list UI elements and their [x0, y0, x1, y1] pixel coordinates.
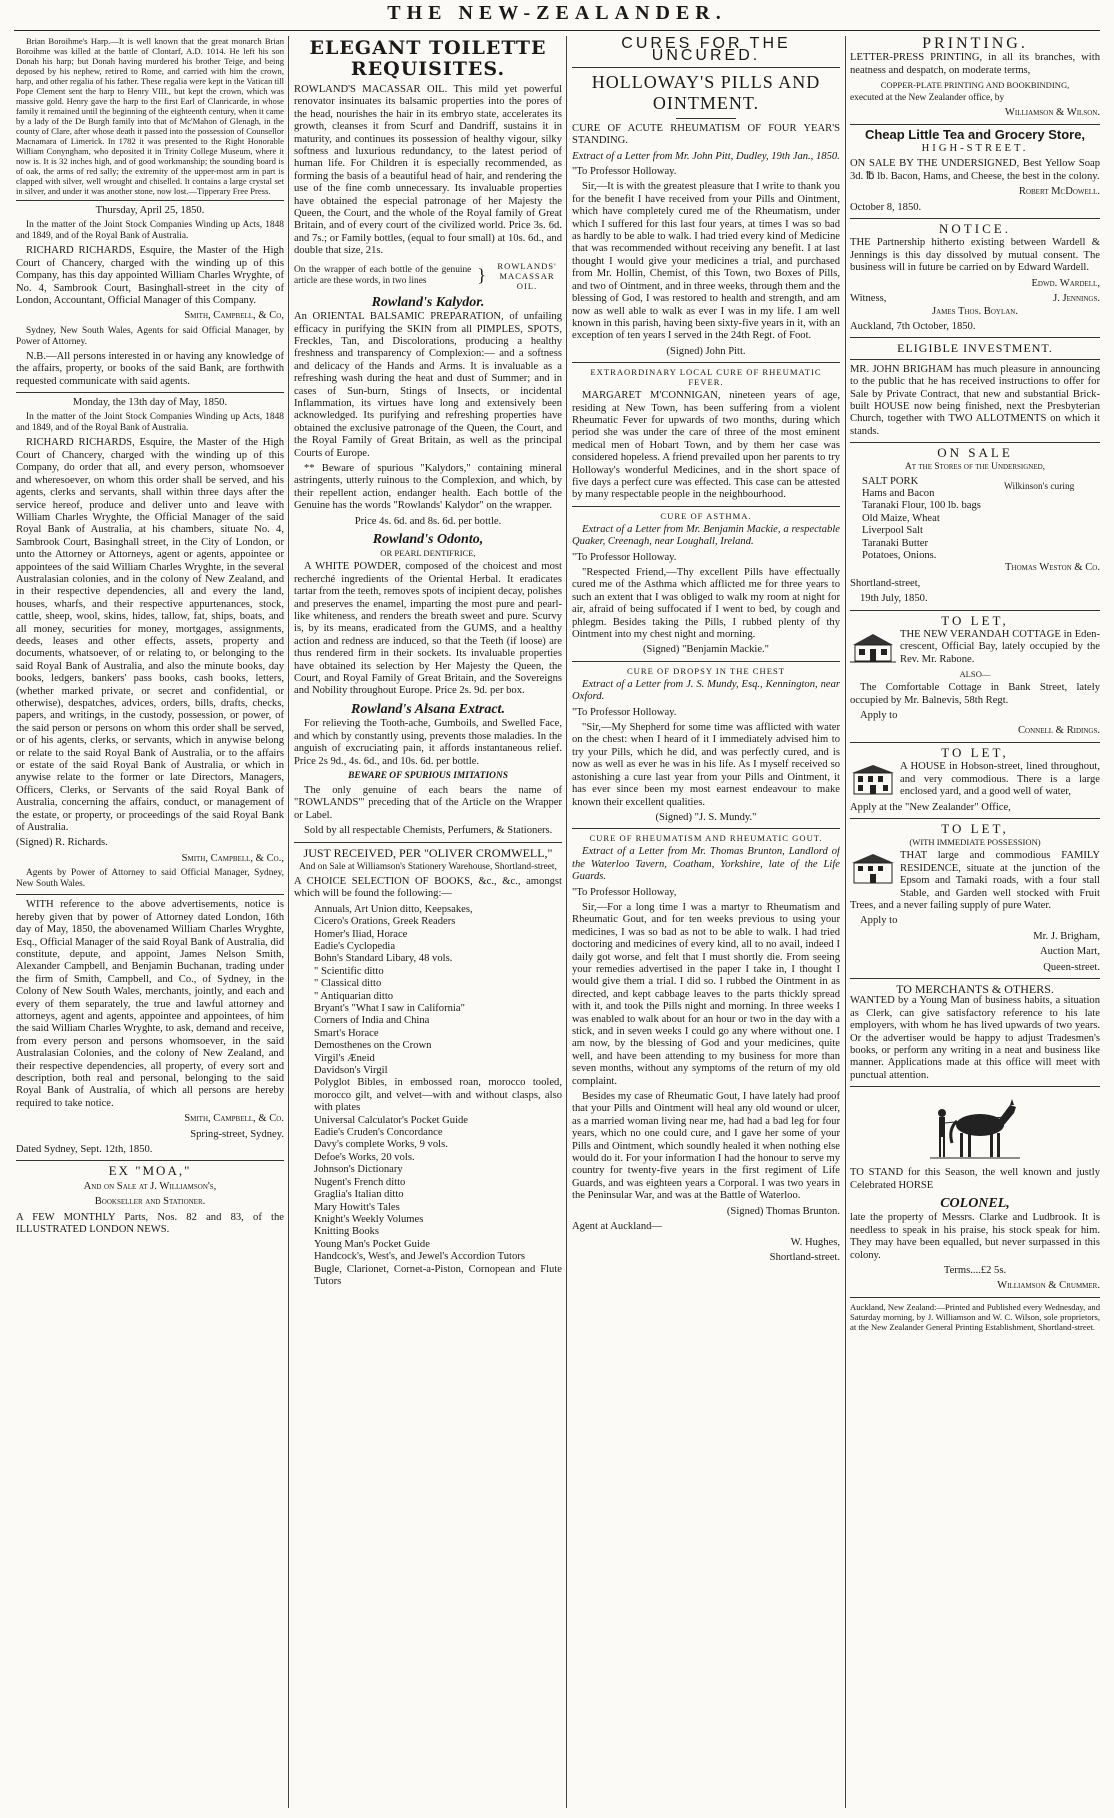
horse-terms: Terms....£2 5s.	[943, 1265, 1007, 1277]
moa-text: A FEW MONTHLY Parts, Nos. 82 and 83, of the ILLUSTRATED LONDON NEWS.	[16, 1211, 284, 1236]
divider	[16, 392, 284, 393]
house-icon	[850, 763, 896, 797]
horse-icon	[930, 1091, 1020, 1163]
investment-heading: ELIGIBLE INVESTMENT.	[897, 341, 1053, 356]
printing-text: LETTER-PRESS PRINTING, in all its branches, with neatness and despatch, on moderate terms,	[850, 52, 1100, 76]
column-4	[850, 36, 1100, 1808]
macassar-oil: ROWLAND'S MACASSAR OIL. This mild yet powerful renovator insinuates its balsamic properties into the pores of the head, nourishes the hair in its embryo state, accelerates its growth, cleanses it from Scurf and Dandriff, sustains it in maturity, and continues its possession of healthy vigour, silky softness and luxurious redundancy, to the latest period of human life. For Children it is especially recommended, as forming the basis of a beautiful head of hair, and rendering the use of the fine comb unnecessary. Its invaluable properties have obtained the especial patronage of her Majesty the Queen, the Court, and the whole of the Royal family of Great Britain, and of every court of the civilized world. Price 3s. 6d. and 7s.; or Family bottles, (equal to four small) at 10s. 6d., and double that size, 21s.	[294, 84, 562, 257]
kalydor-heading: Rowland's Kalydor.	[371, 294, 485, 310]
cure-5-extract: Extract of a Letter from Mr. Thomas Brunton, Landlord of the Waterloo Tavern, Coatham, Yorkshire, late of the Life Guards.	[572, 846, 840, 883]
store-heading: Cheap Little Tea and Grocery Store,	[864, 126, 1086, 142]
to-let-3-text: THAT large and commodious FAMILY RESIDENCE, situate at the junction of the Epsom and Tamaki roads, with a four stall Stable, and Garden well stocked with Fruit Trees, and a never failing supply of pure Water.	[850, 850, 1100, 911]
signature-3-address: Spring-street, Sydney.	[190, 1128, 284, 1140]
divider	[850, 742, 1100, 743]
cure-1-text: Sir,—It is with the greatest pleasure that I write to thank you for the benefit I have received from your Pills and Ointment, which have completely cured me of the Rheumatism, under which I suffered for this last four years, at times I was so bad as hardly to be able to walk. I had tried every kind of Medicine that was recommended without receiving any benefit. I at last thought I would give your medicines a trial, and purchased from Mr. Hollin, Chemist, of this Town, two Boxes of Pills, and two of Ointment, and in three weeks, through them and the blessing of God, I was restored to health and strength, and am now as well able to walk as ever I was in my life. I am well known in this parish, having been sixty-five years in it, with an exception of ten years I served in the 24th Regt. of Foot.	[572, 181, 840, 342]
alsana-text: For relieving the Tooth-ache, Gumboils, and Swelled Face, and which by constantly using, prevents those maladies. In the anguish of excruciating pain, it affords instantaneous relief. Price 2s 9d., 4s. 6d., and 10s. 6d. per bottle.	[294, 718, 562, 767]
merchants-text: WANTED by a Young Man of business habits, a situation as Clerk, can give satisfactory reference to his late employers, with whom he has lived upwards of two years. Or the advertiser would be happy to adjust Tradesmen's books, or perform any writing in a neat and business like manner. Applications made at this office will meet with punctual attention.	[850, 995, 1100, 1081]
divider	[572, 362, 840, 363]
horse-text-2: late the property of Messrs. Clarke and Ludbrook. It is needless to speak in his praise, his stock speak for him. They may have been equalled, but never surpassed in this colony.	[850, 1212, 1100, 1261]
sale-sub: At the Stores of the Undersigned,	[904, 461, 1046, 472]
wrapper-text: On the wrapper of each bottle of the genuine article are these words, in two lines	[294, 264, 472, 286]
horse-signature: Williamson & Crummer.	[997, 1280, 1100, 1292]
cure-3-text: "Respected Friend,—Thy excellent Pills have effectually cured me of the Asthma which afflicted me for three years to such an extent that I was obliged to walk my room at night for air, afraid of being suffocated if I went to bed, by cough and phlegm. Besides taking the Pills, I rubbed plenty of thy Ointment into my chest night and morning.	[572, 567, 840, 641]
horse-name: COLONEL,	[940, 1196, 1010, 1212]
book-item: Eadie's Cruden's Concordance	[314, 1127, 443, 1139]
cure-4-title: CURE OF DROPSY IN THE CHEST	[626, 665, 786, 676]
notice-james: James Thos. Boylan.	[931, 305, 1018, 317]
divider	[850, 442, 1100, 443]
book-item: Johnson's Dictionary	[314, 1164, 403, 1176]
book-item: Bugle, Clarionet, Cornet-a-Piston, Cornopean and Flute Tutors	[314, 1263, 562, 1287]
cure-4-to: "To Professor Holloway.	[572, 706, 677, 718]
to-let-2-apply: Apply at the "New Zealander" Office,	[850, 801, 1011, 813]
book-item: Smart's Horace	[314, 1027, 379, 1039]
printing-text-2: COPPER-PLATE PRINTING AND BOOKBINDING,	[880, 80, 1070, 91]
divider	[572, 67, 840, 68]
wrapper-note	[294, 261, 562, 291]
divider	[294, 842, 562, 843]
sale-item: Taranaki Butter	[862, 537, 929, 549]
to-let-1-text-2: The Comfortable Cottage in Bank Street, lately occupied by Mr. Balnevis, 58th Regt.	[850, 682, 1100, 706]
column-1	[16, 36, 284, 1808]
sale-item: Hams and Bacon	[862, 487, 935, 499]
cure-3-signature: (Signed) "Benjamin Mackie."	[642, 644, 770, 656]
date-3: Dated Sydney, Sept. 12th, 1850.	[16, 1144, 153, 1155]
moa-sub-2: Bookseller and Stationer.	[94, 1196, 206, 1208]
harp-article: Brian Boroihme's Harp.—It is well known that the great monarch Brian Boroihme was killed at the battle of Clontarf, A.D. 1014. He left his son Donah his harp; but Donah having murdered his brother Teige, and being deposed by his nephew, retired to Rome, and carried with him the crown, harp, and other regalia of his father. These regalia were kept in the Vatican till Pope Clement sent the harp to Henry VIII., but kept the crown, which was massive gold. Henry gave the harp to the first Earl of Clanricarde, in whose family it remained until the beginning of the eighteenth century, when it came by a lady of the De Burgh family into that of Mc'Mahon of Glenagh, in the county of Clare, after whose death it passed into the possession of Counsellor Macnamara of Limerick. In 1782 it was presented to the Right Honorable William Conyngham, who deposited it in Trinity College Museum, where it now is. It is 32 inches high, and of good workmanship; the sounding board is of oak, the arms of red sally; the extremity of the upper-most arm in part is clapped with silver, well wrought and chiselled. It contains a large crystal set in silver, and under it was another stone, now lost.—Tipperary Free Press.	[16, 36, 284, 196]
merchants-heading: TO MERCHANTS & OTHERS.	[896, 981, 1054, 996]
to-let-3-heading: TO LET,	[941, 820, 1009, 836]
divider	[850, 337, 1100, 338]
brace-icon: }	[477, 265, 486, 286]
to-let-3-signature-3: Queen-street.	[1043, 961, 1100, 973]
notice-heading: NOTICE.	[939, 221, 1011, 237]
book-item: Virgil's Æneid	[314, 1052, 375, 1064]
moa-sub: And on Sale at J. Williamson's,	[83, 1180, 217, 1192]
notice-signature-1: Edwd. Wardell,	[1031, 277, 1100, 289]
to-let-1-also: ALSO—	[959, 669, 991, 680]
kalydor-text: An ORIENTAL BALSAMIC PREPARATION, of unfailing efficacy in purifying the SKIN from all PIMPLES, SPOTS, Freckles, Tan, and Discolorations, producing a healthy freshness and transparency of Complexion:— and a softness and delicacy of the Hands and Arms. It is invaluable as a refreshing wash during the heat and dust of Summer; and in cases of Sun-burn, Stings of Insects, or incidental Inflammation, its virtues have long and extensively been acknowledged. Its purifying and refreshing properties have obtained the exclusive patronage of the Queen, the Court, and the Royal Family of Great Britain, as well as the principal Courts of Europe.	[294, 311, 562, 459]
notice-text: THE Partnership hitherto existing between Wardell & Jennings is this day dissolved by mutual consent. The business will in future be carried on by Edward Wardell.	[850, 237, 1100, 274]
matter-1: In the matter of the Joint Stock Companies Winding up Acts, 1848 and 1849, and of the Royal Bank of Australia.	[16, 220, 284, 242]
cure-4-text: "Sir,—My Shepherd for some time was afflicted with water on the chest: when I heard of it I immediately advised him to try your Pills, which he did, and was perfectly cured, and is now as well as ever he was in his life. As I myself received so astonishing a cure last year from your Pills and Ointment, it has ever since been my most earnest endeavour to make known their excellent qualities.	[572, 722, 840, 808]
divider	[572, 506, 840, 507]
sale-items	[850, 476, 1004, 563]
to-let-1-heading: TO LET,	[941, 612, 1009, 628]
nb-notice: N.B.—All persons interested in or having any knowledge of the affairs, property, or books of the said Bank, are forthwith requested communicate with said agents.	[16, 350, 284, 387]
odonto-text: A WHITE POWDER, composed of the choicest and most recherché ingredients of the Oriental Herbal. It eradicates tartar from the teeth, removes spots of incipient decay, polishes and preserves the enamel, imparting the most pure and pearl-like whiteness, and renders the breath sweet and pure. Scurvy is, by its means, eradicated from the GUMS, and a healthy action and redness are induced, so that the Teeth (if loose) are thus rendered firm in their sockets. Its invaluable properties have obtained its selection by Her Majesty the Queen, the Court, and Royal Family of Great Britain, and the Sovereigns and Nobility throughout Europe. Price 2s. 9d. per box.	[294, 561, 562, 697]
book-item: Nugent's French ditto	[314, 1176, 406, 1188]
book-item: Davy's complete Works, 9 vols.	[314, 1139, 448, 1151]
to-let-1-apply: Apply to	[860, 710, 898, 722]
cottage-icon	[850, 631, 896, 665]
divider	[16, 894, 284, 895]
signature-1-detail: Sydney, New South Wales, Agents for said Official Manager, by Power of Attorney.	[16, 325, 284, 347]
to-let-3-sub: (WITH IMMEDIATE POSSESSION)	[909, 837, 1041, 848]
book-item: Bryant's "What I saw in California"	[314, 1003, 465, 1014]
divider	[850, 1086, 1100, 1087]
to-let-3-signature-2: Auction Mart,	[1039, 946, 1100, 958]
toilette-heading: ELEGANT TOILETTE REQUISITES.	[309, 37, 547, 80]
signature-2: Smith, Campbell, & Co.,	[181, 852, 284, 864]
agent-name: W. Hughes,	[790, 1236, 840, 1248]
divider	[850, 124, 1100, 125]
cure-1-signature: (Signed) John Pitt.	[666, 345, 746, 357]
divider	[850, 610, 1100, 611]
date-1: Thursday, April 25, 1850.	[95, 205, 205, 216]
printing-text-3: executed at the New Zealander office, by	[850, 93, 1005, 104]
divider	[850, 818, 1100, 819]
cures-heading: CURES FOR THE UNCURED.	[621, 36, 791, 65]
cure-5-text-2: Besides my case of Rheumatic Gout, I have lately had proof that your Pills and Ointment will heal any old wound or ulcer, as a married woman living near me, had had a bad leg for four years, which no one could cure, and I gave her some of your Pills and Ointment, which soundly healed it when nothing else would do it. For your information I had the honour to serve my country for twenty-five years in the first regiment of Life Guards, and was eighteen years a Corporal. I was two years in the Peninsular War, and was at the Battle of Waterloo.	[572, 1091, 840, 1202]
divider	[676, 118, 736, 119]
sale-item: Potatoes, Onions.	[862, 550, 937, 561]
just-received-sub: And on Sale at Williamson's Stationery Warehouse, Shortland-street,	[299, 861, 557, 872]
book-item: Graglia's Italian ditto	[314, 1189, 404, 1201]
sale-date: 19th July, 1850.	[860, 593, 928, 605]
to-let-1-text: THE NEW VERANDAH COTTAGE in Eden-crescent, Official Bay, lately occupied by the Rev. Mr. Rabone.	[900, 629, 1100, 665]
column-divider	[288, 36, 289, 1808]
notice-witness: Witness,	[850, 293, 887, 305]
notice-3: WITH reference to the above advertisements, notice is hereby given that by power of Attorney dated London, 16th day of May, 1850, the abovenamed William Charles Wryghte, Esq., Official Manager of the said Royal Bank of Australia, did constitute, depute, and appoint, James Nelson Smith, Alexander Campbell, and Benjamin Buchanan, trading under the firm of Smith, Campbell, and Co., of Sydney, in the Colony of New South Wales, merchants, jointly, and each and every of them separately, the true and lawful attorney and attorneys, agent and agents, appointee and appointees, of him the said William Charles Wryghte, to ask, demand and receive, from every person and persons whomsoever, in the said Australasian Colonies, and the colony of New Zealand, and their respective dependencies, all property, of every sort and description, both real and personal, belonging to the said Royal Bank of Australia, of which all persons are hereby required to take notice.	[16, 899, 284, 1109]
book-list	[294, 904, 562, 1289]
cure-2-title: EXTRAORDINARY LOCAL CURE OF RHEUMATIC FEVER.	[590, 367, 822, 388]
book-item: Bohn's Standard Libary, 48 vols.	[314, 953, 453, 965]
signature-2-detail: Agents by Power of Attorney to said Official Manager, Sydney, New South Wales.	[16, 868, 284, 890]
wrapper-words: ROWLANDS' MACASSAR OIL.	[497, 260, 557, 291]
agent-address: Shortland-street.	[769, 1251, 840, 1263]
cure-1-to: "To Professor Holloway.	[572, 166, 677, 178]
divider	[850, 218, 1100, 219]
book-item: Young Man's Pocket Guide	[314, 1238, 430, 1250]
date-2: Monday, the 13th day of May, 1850.	[72, 397, 228, 409]
signed-2: (Signed) R. Richards.	[16, 837, 108, 849]
matter-2: In the matter of the Joint Stock Companies Winding up Acts, 1848 and 1849, and of the Royal Bank of Australia.	[16, 412, 284, 434]
cure-3-title: CURE OF ASTHMA.	[660, 510, 752, 521]
alsana-heading: Rowland's Alsana Extract.	[351, 701, 505, 717]
book-item: Universal Calculator's Pocket Guide	[314, 1114, 469, 1126]
book-item: Defoe's Works, 20 vols.	[314, 1151, 415, 1163]
store-signature: Robert McDowell.	[1018, 186, 1100, 198]
book-item: Knight's Weekly Volumes	[314, 1213, 424, 1225]
to-let-3-apply: Apply to	[860, 915, 898, 927]
divider	[16, 1160, 284, 1161]
just-received-text: A CHOICE SELECTION OF BOOKS, &c., &c., amongst which will be found the following:—	[294, 875, 562, 900]
odonto-sub: OR PEARL DENTIFRICE,	[380, 548, 476, 559]
divider	[572, 661, 840, 662]
top-rule	[14, 30, 1100, 31]
book-item: " Antiquarian ditto	[314, 990, 394, 1002]
cure-1-extract: Extract of a Letter from Mr. John Pitt, Dudley, 19th Jan., 1850.	[572, 150, 840, 162]
book-item: Cicero's Orations, Greek Readers	[314, 916, 456, 928]
book-item: Knitting Books	[314, 1226, 380, 1238]
divider	[16, 200, 284, 201]
beware-1: ** Beware of spurious "Kalydors," containing mineral astringents, utterly ruinous to the Complexion, and which, by their repellent action, endanger health. Each bottle of the Genuine has the words "Rowlands' Kalydor" on the wrapper.	[294, 462, 562, 512]
to-let-2-text: A HOUSE in Hobson-street, lined throughout, and very commodious. There is a large enclosed yard, and a good well of water,	[900, 761, 1100, 798]
residence-icon	[850, 852, 896, 886]
agent-label: Agent at Auckland—	[572, 1221, 663, 1233]
cure-5-signature: (Signed) Thomas Brunton.	[726, 1205, 840, 1217]
notice-signature-2: J. Jennings.	[1053, 293, 1100, 305]
to-let-3-signature: Mr. J. Brigham,	[1033, 930, 1100, 942]
book-item: Demosthenes on the Crown	[314, 1040, 432, 1052]
book-item: Handcock's, West's, and Jewel's Accordion Tutors	[314, 1251, 525, 1263]
book-item: Homer's Iliad, Horace	[314, 928, 408, 940]
divider	[572, 828, 840, 829]
sale-address: Shortland-street,	[850, 577, 921, 589]
cure-5-title: CURE OF RHEUMATISM AND RHEUMATIC GOUT.	[589, 833, 823, 844]
notice-2: RICHARD RICHARDS, Esquire, the Master of the High Court of Chancery, charged with the winding up of this Company, do order that all, and every person, whomsoever and wheresoever, on whom this order shall be served, and his agents, clerks and servants, shall within three days after the service hereof, produce and deliver unto and leave with William Charles Wryghte, the Official Manager of the said Royal Bank of Australia, at his chambers, situate No. 4, Sambrook Court, Basinghall street, in the City of London, or unto the Attorney or Attorneys, agent or agents, appointee or appointees of the said William Charles Wryghte, in the several Australasian colonies, and in the colony of New Zealand, and in their respective dependencies, all and every the land, houses, wharfs, and their respective appurtenances, stock, cattle, sheep, wool, skins, hides, tallow, fat, ships, boats, and all money, securities for money, mortgages, assignments, deeds, leases and other effects, assets, property and documents, whatsoever, of or relating to, or belonging to the said Royal Bank of Australia, and also the minute books, day books, ledgers, bankers' pass books, cash books, letters, (whether marked private, or secret and confidential, or otherwise), despatches, advices, orders, bills, drafts, checks, papers, and writings, in the custody, possession, or power, of the said person or persons on whom this order shall be served, or of his agents, clerks, or servants, which in anywise belong or relate to the said Royal Bank of Australia, or to the affairs or estate of the said Royal Bank of Australia, or which in anywise relate to the former or late Directors, Managers, Officers, Clerks, or Servants of the said Royal Bank of Australia, concerning the affairs, conduct, or management of the estate, or property, or proceedings of the said Royal Bank of Australia.	[16, 437, 284, 834]
book-item: " Classical ditto	[314, 978, 382, 990]
cure-4-signature: (Signed) "J. S. Mundy."	[655, 811, 757, 823]
sale-item: Old Maize, Wheat	[862, 512, 940, 524]
to-let-2-heading: TO LET,	[941, 744, 1009, 760]
sale-heading: ON SALE	[937, 445, 1013, 461]
book-item: Annuals, Art Union ditto, Keepsakes,	[314, 903, 473, 915]
sale-items-row	[850, 476, 1100, 563]
divider	[850, 978, 1100, 979]
book-item: Polyglot Bibles, in embossed roan, morocco tooled, morocco gilt, and velvet—with and without clasps, also with plates	[314, 1077, 562, 1114]
store-sub: HIGH-STREET.	[921, 143, 1029, 155]
column-2	[294, 36, 562, 1808]
printing-signature: Williamson & Wilson.	[1004, 107, 1100, 119]
beware-2: BEWARE OF SPURIOUS IMITATIONS	[348, 770, 508, 781]
cure-3-extract: Extract of a Letter from Mr. Benjamin Mackie, a respectable Quaker, Creenagh, near Loughall, Ireland.	[572, 523, 840, 548]
odonto-heading: Rowland's Odonto,	[372, 532, 484, 547]
printing-heading: PRINTING.	[922, 36, 1028, 52]
genuine-text: The only genuine of each bears the name of "ROWLANDS'" preceding that of the Article on the Wrapper or Label.	[294, 784, 562, 821]
sale-curing: Wilkinson's curing	[1004, 481, 1075, 492]
sale-item: SALT PORK	[862, 475, 919, 487]
cure-3-to: "To Professor Holloway.	[572, 551, 677, 563]
horse-text: TO STAND for this Season, the well known and justly Celebrated HORSE	[850, 1167, 1100, 1191]
column-divider	[566, 36, 567, 1808]
notice-1: RICHARD RICHARDS, Esquire, the Master of the High Court of Chancery, charged with the winding up of this Company, has this day appointed William Charles Wryghte, of No. 4, Sambrook Court, Basinghall-street in the city of London, Accountant, Official Manager of this Company.	[16, 245, 284, 307]
divider	[850, 1297, 1100, 1298]
cure-5-to: "To Professor Holloway,	[572, 886, 677, 898]
just-received-title: JUST RECEIVED, PER "OLIVER CROMWELL,"	[303, 845, 553, 860]
sale-item: Liverpool Salt	[862, 525, 923, 537]
to-let-1-signature: Connell & Ridings.	[1017, 725, 1100, 737]
store-date: October 8, 1850.	[850, 201, 922, 213]
cure-2-text: MARGARET M'CONNIGAN, nineteen years of age, residing at New Town, has been suffering from a violent Rheumatic Fever for upwards of two months, during which period she was under the care of three of the most eminent medical men of Hobart Town, and by them her case was considered hopeless. A friend prevailed upon her parents to try Holloway's wonderful Medicines, and in the short space of five days a perfect cure was effected. This case can be attested by many respectable people in the neighbourhood.	[572, 390, 840, 501]
sale-signature: Thomas Weston & Co.	[1005, 562, 1100, 574]
notice-witness-row	[850, 293, 1100, 305]
divider	[850, 359, 1100, 360]
column-divider	[845, 36, 846, 1808]
kalydor-price: Price 4s. 6d. and 8s. 6d. per bottle.	[354, 515, 502, 527]
store-text: ON SALE BY THE UNDERSIGNED, Best Yellow Soap 3d. ℔ lb. Bacon, Hams, and Cheese, the best in the colony.	[850, 158, 1100, 182]
signature-1: Smith, Campbell, & Co,	[184, 310, 284, 322]
imprint: Auckland, New Zealand:—Printed and Published every Wednesday, and Saturday morning, by J. Williamson and W. C. Wilson, sole proprietors, at the New Zealander General Printing Establishment, Shortland-street.	[850, 1301, 1100, 1332]
book-item: Mary Howitt's Tales	[314, 1201, 400, 1213]
book-item: " Scientific ditto	[314, 965, 384, 977]
holloway-heading: HOLLOWAY'S PILLS AND OINTMENT.	[591, 71, 821, 113]
notice-date: Auckland, 7th October, 1850.	[850, 320, 976, 332]
cure-1-title: CURE OF ACUTE RHEUMATISM OF FOUR YEAR'S STANDING.	[572, 122, 840, 147]
column-3	[572, 36, 840, 1808]
cure-4-extract: Extract of a Letter from J. S. Mundy, Esq., Kennington, near Oxford.	[572, 678, 840, 703]
sold-text: Sold by all respectable Chemists, Perfumers, & Stationers.	[304, 825, 553, 837]
book-item: Davidson's Virgil	[314, 1065, 388, 1077]
masthead: THE NEW-ZEALANDER.	[387, 2, 727, 24]
signature-3: Smith, Campbell, & Co.	[184, 1113, 284, 1125]
book-item: Eadie's Cyclopedia	[314, 940, 396, 952]
sale-item: Taranaki Flour, 100 lb. bags	[862, 500, 981, 512]
cure-5-text: Sir,—For a long time I was a martyr to Rheumatism and Rheumatic Gout, and for ten weeks previous to using your medicines, I was so bad as not to be able to walk. I had tried doctoring and medicines of every kind, all to no avail, indeed I daily got worse, and felt that I must shortly die. From seeing your remedies advertised in the paper I take in, I thought I would give them a trial. I did so. I rubbed the Ointment in as directed, and kept cabbage leaves to the parts thickly spread with it, and took the Pills night and morning. In three weeks I was enabled to walk about for an hour or two in the day with a stick, and in seven weeks I could go any where without one. I am now, by the blessing of God and your medicines, quite well, and have been attending to my business for more than seven months, without any symptoms of the return of my old complaint.	[572, 901, 840, 1087]
book-item: Corners of India and China	[314, 1015, 430, 1027]
investment-text: MR. JOHN BRIGHAM has much pleasure in announcing to the public that he has received instructions to offer for Sale by Private Contract, that new and substantial Brick-built HOUSE now being finished, next the Presbyterian Church, together with TWO ALLOTMENTS on which it stands.	[850, 363, 1100, 437]
moa-title: EX "MOA,"	[108, 1163, 192, 1179]
